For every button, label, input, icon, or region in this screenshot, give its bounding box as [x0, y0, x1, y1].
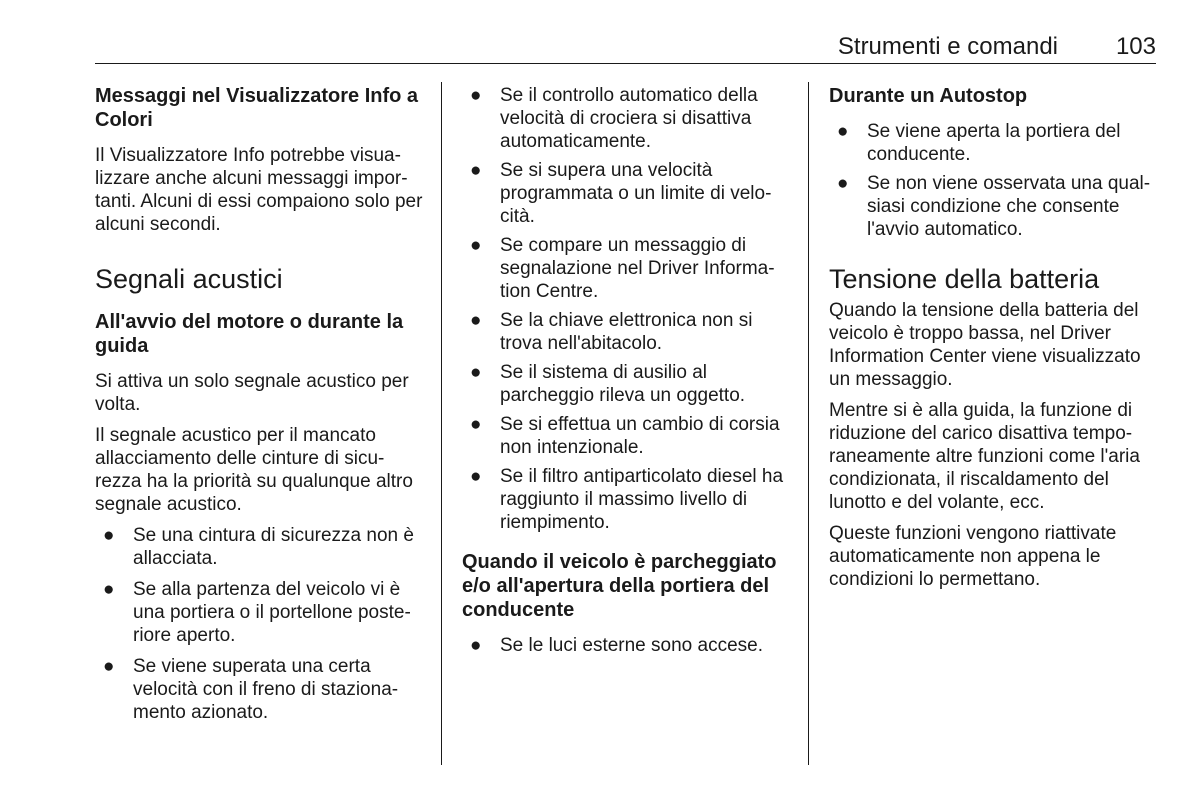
section-title-acoustic-signals: Segnali acustici [95, 264, 283, 294]
bullet-icon: ● [470, 414, 482, 435]
bullet-icon: ● [470, 362, 482, 383]
header-title: Strumenti e comandi [837, 33, 1058, 60]
bullet-icon: ● [470, 310, 482, 331]
list-item: ● Se viene aperta la portiera del conducente. [837, 121, 1121, 165]
bullet-icon: ● [837, 173, 849, 194]
bullet-list-col2-parked [462, 634, 792, 657]
list-item: ● Se non viene osservata una qual-siasi condizione che consente l'avvio automatico. [837, 173, 1151, 240]
section-title-battery-voltage: Tensione della batteria [829, 264, 1100, 294]
list-item: ● Se si effettua un cambio di corsia non intenzionale. [470, 414, 780, 458]
list-item: ● Se il controllo automatico della velocità di crociera si disattiva automaticamente. [470, 85, 758, 152]
paragraph-battery-low: Quando la tensione della batteria del veicolo è troppo bassa, nel Driver Information Center viene visualizzato un messaggio. [829, 300, 1141, 390]
bullet-icon: ● [470, 160, 482, 181]
column-divider-1 [441, 82, 442, 765]
paragraph-info-display: Il Visualizzatore Info potrebbe visua-lizzare anche alcuni messaggi impor-tanti. Alcuni di essi compaiono solo per alcuni secondi. [95, 145, 423, 235]
bullet-icon: ● [470, 466, 482, 487]
bullet-list-col2 [462, 84, 792, 534]
paragraph-load-reduction: Mentre si è alla guida, la funzione di riduzione del carico disattiva tempo-raneamente altre funzioni come l'aria condizionata, il riscaldamento del lunotto e del volante, ecc. [829, 400, 1140, 513]
list-item: ● Se le luci esterne sono accese. [470, 635, 763, 656]
list-item: ● Se la chiave elettronica non si trova nell'abitacolo. [470, 310, 753, 354]
list-item: ● Se viene superata una certa velocità con il freno di staziona-mento azionato. [103, 656, 399, 723]
paragraph-reactivation: Queste funzioni vengono riattivate automaticamente non appena le condizioni lo permettano. [829, 523, 1117, 590]
bullet-icon: ● [103, 579, 115, 600]
column-3 [829, 84, 1159, 591]
heading-info-display-messages: Messaggi nel Visualizzatore Info a Colori [95, 85, 419, 131]
header-divider [95, 63, 1156, 64]
list-item: ● Se una cintura di sicurezza non è allacciata. [103, 525, 414, 569]
bullet-list-col1 [95, 524, 427, 724]
column-divider-2 [808, 82, 809, 765]
bullet-icon: ● [470, 235, 482, 256]
bullet-icon: ● [470, 635, 482, 656]
page-number: 103 [1115, 33, 1156, 60]
list-item: ● Se si supera una velocità programmata o un limite di velo-cità. [470, 160, 772, 227]
column-1 [95, 84, 427, 724]
list-item: ● Se il filtro antiparticolato diesel ha raggiunto il massimo livello di riempimento. [470, 466, 784, 533]
list-item: ● Se compare un messaggio di segnalazione nel Driver Informa-tion Centre. [470, 235, 775, 302]
bullet-icon: ● [837, 121, 849, 142]
heading-autostop: Durante un Autostop [829, 85, 1028, 107]
list-item: ● Se il sistema di ausilio al parcheggio rileva un oggetto. [470, 362, 746, 406]
bullet-icon: ● [470, 85, 482, 106]
paragraph-seatbelt-priority: Il segnale acustico per il mancato allacciamento delle cinture di sicu-rezza ha la priorità su qualunque altro segnale acustico. [95, 425, 413, 515]
column-2 [462, 84, 792, 657]
bullet-icon: ● [103, 525, 115, 546]
list-item: ● Se alla partenza del veicolo vi è una portiera o il portellone poste-riore aperto. [103, 579, 411, 646]
heading-engine-start: All'avvio del motore o durante la guida [95, 311, 404, 357]
bullet-icon: ● [103, 656, 115, 677]
heading-parked-vehicle: Quando il veicolo è parcheggiato e/o all'apertura della portiera del conducente [462, 551, 777, 621]
bullet-list-col3 [829, 120, 1159, 241]
paragraph-single-signal: Si attiva un solo segnale acustico per volta. [95, 371, 409, 415]
